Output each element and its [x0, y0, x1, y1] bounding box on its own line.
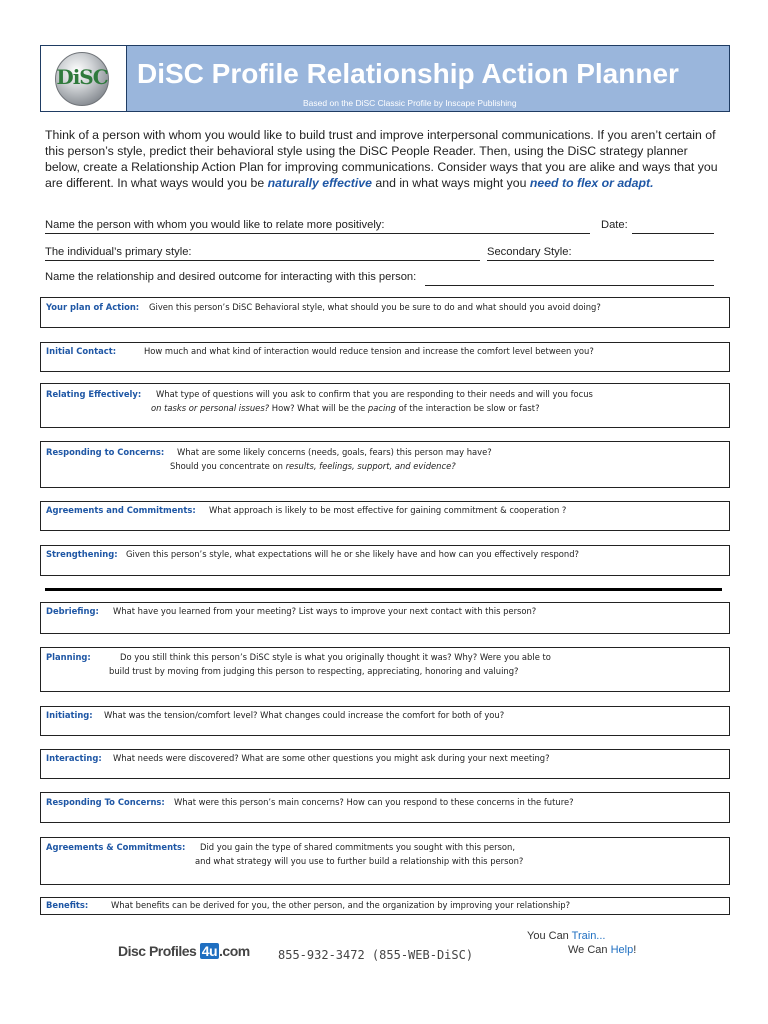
tagline-2b: Help: [610, 944, 634, 956]
agreements2-text-2: and what strategy will you use to further build a relationship with this person?: [195, 856, 524, 866]
responding-text-2a: Should you concentrate on: [170, 461, 286, 471]
agreements-text: What approach is likely to be most effective for gaining commitment & cooperation ?: [209, 505, 567, 515]
intro-highlight-1: naturally effective: [267, 176, 372, 190]
box-benefits[interactable]: [40, 897, 730, 915]
header-banner: [40, 45, 730, 112]
logo-text: DiSC: [56, 65, 108, 89]
box-initial-contact[interactable]: [40, 342, 730, 372]
debriefing-label: Debriefing:: [46, 606, 99, 616]
intro-highlight-2: need to flex or adapt: [529, 176, 651, 190]
relating-label: Relating Effectively:: [46, 389, 142, 399]
relationship-label: Name the relationship and desired outcome for interacting with this person:: [45, 271, 417, 283]
footer-tagline-1: [527, 930, 605, 942]
relating-text-2a: on tasks or personal issues?: [151, 403, 270, 413]
disc-logo: [55, 52, 109, 106]
responding-text-2: [170, 461, 456, 471]
page-title: DiSC Profile Relationship Action Planner: [137, 58, 679, 89]
box-agreements-commitments[interactable]: [40, 501, 730, 531]
responding2-label: Responding To Concerns:: [46, 797, 165, 807]
responding-text-2b: results, feelings, support, and evidence?: [285, 461, 456, 471]
benefits-label: Benefits:: [46, 900, 89, 910]
interacting-text: What needs were discovered? What are some other questions you might ask during your next meeting?: [113, 753, 550, 763]
relating-text-2b: How? What will be the: [269, 403, 368, 413]
initial-text: How much and what kind of interaction would reduce tension and increase the comfort level between you?: [144, 346, 594, 356]
box-plan-of-action[interactable]: [40, 297, 730, 328]
plan-label: Your plan of Action:: [46, 302, 140, 312]
strengthening-text: Given this person’s style, what expectations will he or she likely have and how can you effectively respond?: [126, 549, 579, 559]
date-field[interactable]: [632, 220, 714, 234]
footer-logo-part-2: 4u: [201, 943, 218, 959]
initial-label: Initial Contact:: [46, 346, 117, 356]
initiating-text: What was the tension/comfort level? What changes could increase the comfort for both of you?: [104, 710, 505, 720]
interacting-label: Interacting:: [46, 753, 102, 763]
relating-text-2d: of the interaction be slow or fast?: [395, 403, 540, 413]
agreements2-label: Agreements & Commitments:: [46, 842, 186, 852]
relating-text-2c: pacing: [367, 403, 396, 413]
strengthening-label: Strengthening:: [46, 549, 118, 559]
box-initiating[interactable]: [40, 706, 730, 736]
box-relating-effectively[interactable]: [40, 383, 730, 428]
initiating-label: Initiating:: [46, 710, 93, 720]
secondary-style-label: Secondary Style:: [487, 246, 572, 258]
intro-paragraph: [45, 127, 725, 191]
tagline-2a: We Can: [568, 944, 611, 956]
secondary-style-line[interactable]: [487, 247, 714, 261]
section-divider: [45, 588, 722, 591]
box-strengthening[interactable]: [40, 545, 730, 576]
primary-style-line[interactable]: [45, 247, 480, 261]
relationship-line[interactable]: [425, 272, 714, 286]
box-responding-to-concerns[interactable]: [40, 441, 730, 488]
intro-text-1: Think of a person with whom you would like to build trust and improve interpersonal communications. If you aren’t certain of this person’s style, predict their behavioral style using the DiSC People Reader. Then, using the DiSC strategy planner below, create a Relationship Action Plan for improving communications. Consider ways that you are alike and ways that you are different. In what ways would you be: [45, 128, 718, 190]
agreements2-text-1: Did you gain the type of shared commitments you sought with this person,: [200, 842, 515, 852]
intro-text-3: .: [650, 176, 654, 190]
tagline-2c: !: [633, 944, 637, 956]
agreements-label: Agreements and Commitments:: [46, 505, 196, 515]
debriefing-text: What have you learned from your meeting? List ways to improve your next contact with this person?: [113, 606, 537, 616]
box-interacting[interactable]: [40, 749, 730, 779]
name-person-label: Name the person with whom you would like to relate more positively:: [45, 219, 385, 231]
box-responding-to-concerns-2[interactable]: [40, 792, 730, 823]
box-agreements-commitments-2[interactable]: [40, 837, 730, 885]
relating-text-2: [151, 403, 540, 413]
intro-text-2: and in what ways might you: [371, 176, 530, 190]
footer-logo-part-3: .com: [219, 943, 250, 959]
responding-text-1: What are some likely concerns (needs, goals, fears) this person may have?: [177, 447, 492, 457]
planning-text-2: build trust by moving from judging this person to respecting, appreciating, honoring and valuing?: [109, 666, 519, 676]
tagline-1b: Train...: [571, 930, 606, 942]
page-subtitle: Based on the DiSC Classic Profile by Inscape Publishing: [303, 98, 517, 108]
planning-text-1: Do you still think this person’s DiSC style is what you originally thought it was? Why? Were you able to: [120, 652, 551, 662]
footer-tagline-2: [568, 944, 636, 956]
logo-cell: [41, 46, 127, 111]
responding-label: Responding to Concerns:: [46, 447, 165, 457]
footer-phone: 855-932-3472 (855-WEB-DiSC): [278, 948, 474, 962]
box-debriefing[interactable]: [40, 602, 730, 634]
name-person-line[interactable]: [45, 220, 590, 234]
responding2-text: What were this person’s main concerns? How can you respond to these concerns in the future?: [174, 797, 574, 807]
footer-logo: [118, 943, 250, 959]
tagline-1a: You Can: [527, 930, 572, 942]
date-label: Date:: [601, 219, 628, 231]
primary-style-label: The individual’s primary style:: [45, 246, 192, 258]
plan-text: Given this person’s DiSC Behavioral style, what should you be sure to do and what should you avoid doing?: [149, 302, 601, 312]
planning-label: Planning:: [46, 652, 91, 662]
footer-logo-part-1: Disc Profiles: [118, 943, 200, 959]
benefits-text: What benefits can be derived for you, the other person, and the organization by improving your relationship?: [111, 900, 571, 910]
relating-text-1: What type of questions will you ask to confirm that you are responding to their needs and will you focus: [156, 389, 593, 399]
box-planning[interactable]: [40, 647, 730, 692]
